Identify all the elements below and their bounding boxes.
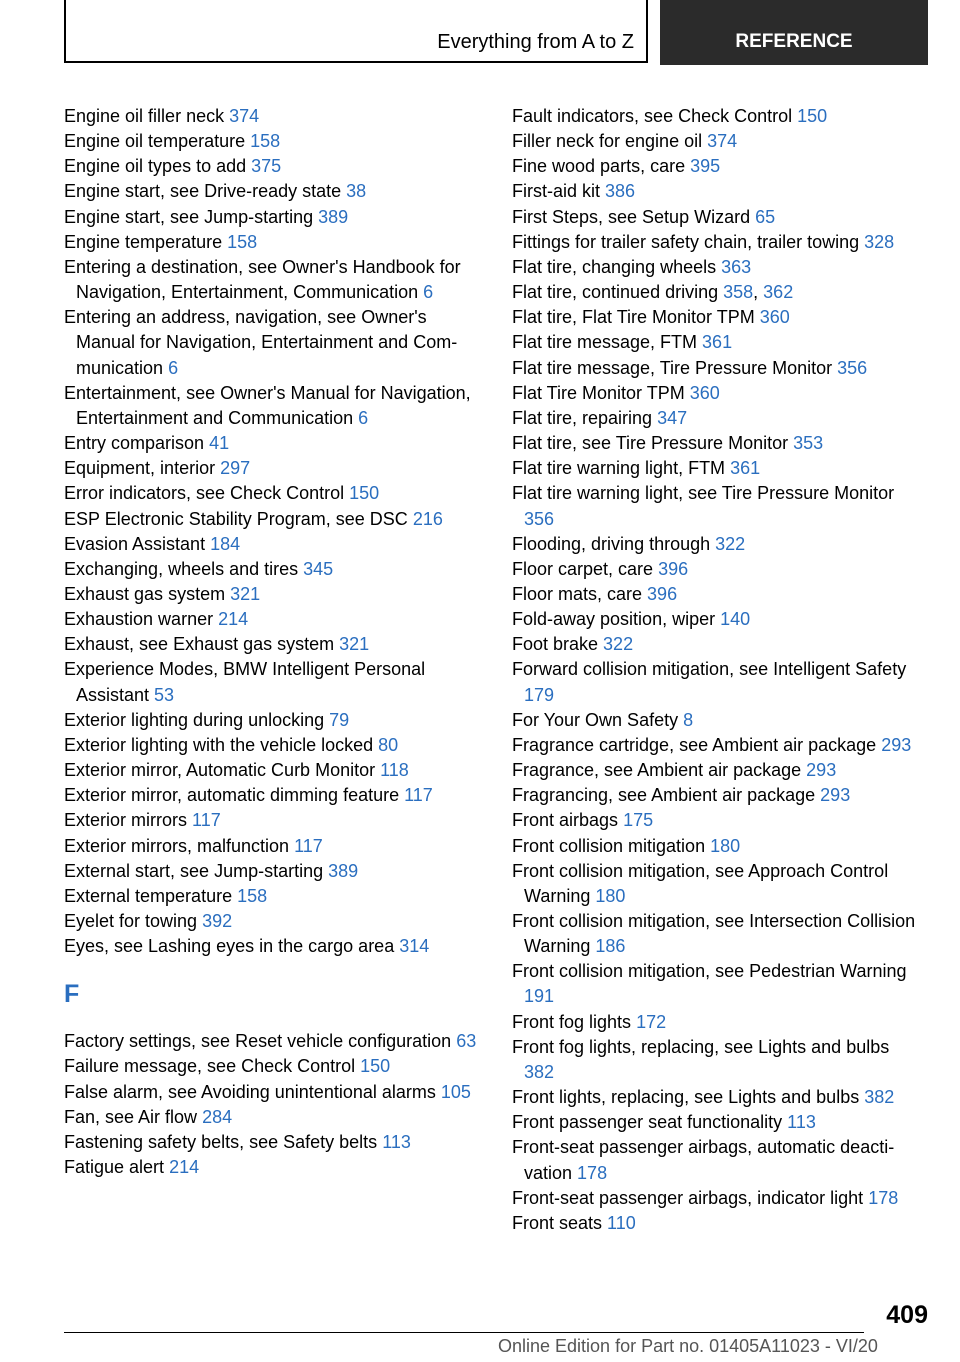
index-entry <box>512 1135 924 1185</box>
index-entry <box>64 381 478 431</box>
index-entry <box>64 305 478 380</box>
index-entry-term: First-aid kit <box>512 181 606 202</box>
page-reference-link[interactable]: 375 <box>251 156 282 177</box>
index-entry <box>512 305 924 330</box>
index-entry <box>512 406 924 431</box>
index-entry <box>512 481 924 531</box>
index-entry <box>64 758 478 783</box>
page-reference-link[interactable]: 382 <box>524 1061 555 1082</box>
index-entry-term: False alarm, see Avoiding unintentional alarms <box>64 1081 441 1102</box>
index-entry <box>64 1105 478 1130</box>
index-entry-term: Filler neck for engine oil <box>512 131 708 152</box>
index-column-right <box>512 104 924 1236</box>
index-entry-term: Fatigue alert <box>64 1157 170 1178</box>
index-entry-term: Front collision mitigation <box>512 835 711 856</box>
page-reference-link[interactable]: 396 <box>647 583 678 604</box>
index-entry-term: Flat tire message, Tire Pressure Monitor <box>512 357 838 378</box>
page-reference-link[interactable]: 150 <box>360 1056 391 1077</box>
index-entry <box>64 179 478 204</box>
index-entry-term: Evasion Assistant <box>64 533 211 554</box>
index-entry-term: Eyes, see Lashing eyes in the cargo area <box>64 936 400 957</box>
index-entry <box>512 808 924 833</box>
index-entry <box>512 1035 924 1085</box>
page-reference-link[interactable]: 6 <box>358 407 369 428</box>
page-reference-link[interactable]: 172 <box>636 1011 667 1032</box>
index-entry <box>512 834 924 859</box>
header-title-box <box>64 0 648 63</box>
index-entry-term: Flat tire, see Tire Pressure Monitor <box>512 433 794 454</box>
page-reference-link[interactable]: 297 <box>220 458 251 479</box>
index-entry-term: Equipment, interior <box>64 458 221 479</box>
page-reference-link[interactable]: 117 <box>404 785 433 806</box>
index-entry-term: Failure message, see Check Control <box>64 1056 361 1077</box>
page-reference-link[interactable]: 179 <box>524 684 555 705</box>
page-reference-link[interactable]: 113 <box>382 1131 411 1152</box>
index-entry <box>512 129 924 154</box>
index-entry <box>64 1155 478 1180</box>
page-reference-link[interactable]: 216 <box>412 508 443 529</box>
index-entry <box>512 557 924 582</box>
page-reference-link[interactable]: 117 <box>192 810 221 831</box>
index-entry <box>64 532 478 557</box>
page-reference-link[interactable]: 322 <box>603 634 634 655</box>
index-entry <box>512 154 924 179</box>
index-entry <box>64 733 478 758</box>
index-column-left <box>64 104 478 1180</box>
index-entry-term: Exterior mirrors <box>64 810 193 831</box>
index-entry-term: Exchanging, wheels and tires <box>64 558 304 579</box>
page-reference-link[interactable]: 113 <box>787 1112 816 1133</box>
index-entry <box>64 657 478 707</box>
page-reference-link[interactable]: 184 <box>210 533 241 554</box>
page-reference-link[interactable]: 150 <box>797 106 828 126</box>
index-entry-term: Error indicators, see Check Control <box>64 483 350 504</box>
index-entry-term: Front collision mitigation, see Approach Control Warning <box>512 860 889 906</box>
index-entry <box>512 330 924 355</box>
page-reference-link[interactable]: 361 <box>730 458 761 479</box>
index-entry <box>512 230 924 255</box>
index-entry-term: Flat Tire Monitor TPM <box>512 382 690 403</box>
index-entry <box>512 783 924 808</box>
index-entry <box>64 834 478 859</box>
page-reference-link[interactable]: 178 <box>577 1162 608 1183</box>
page-reference-link[interactable]: 180 <box>710 835 741 856</box>
page-reference-link[interactable]: 80 <box>378 734 399 755</box>
index-letter-heading: F <box>64 980 80 1009</box>
page-reference-link[interactable]: 345 <box>303 558 334 579</box>
index-entry <box>64 1029 478 1054</box>
index-entry <box>64 607 478 632</box>
index-entry <box>512 1186 924 1211</box>
index-entry-term: Front airbags <box>512 810 624 831</box>
page-reference-link[interactable]: 360 <box>759 307 790 328</box>
page-reference-link[interactable]: 374 <box>229 106 260 126</box>
index-entry-term: ESP Electronic Stability Program, see DSC <box>64 508 413 529</box>
index-entry-term: Fragrance, see Ambient air package <box>512 760 807 781</box>
index-entry-term: Front fog lights, replacing, see Lights and bulbs <box>512 1036 890 1057</box>
index-entry-term: External temperature <box>64 885 238 906</box>
index-entry <box>64 934 478 959</box>
page-reference-link[interactable]: 65 <box>755 206 776 227</box>
index-entry <box>512 1110 924 1135</box>
index-entry <box>512 255 924 280</box>
page-reference-link[interactable]: 363 <box>721 256 752 277</box>
index-entry-term: Experience Modes, BMW Intelligent Personal Assistant <box>64 659 426 705</box>
page-reference-link[interactable]: 150 <box>349 483 380 504</box>
index-entry <box>64 557 478 582</box>
page-reference-link[interactable]: 382 <box>864 1087 895 1108</box>
index-entry <box>64 1130 478 1155</box>
page-reference-link[interactable]: 374 <box>707 131 738 152</box>
index-entry-term: Flat tire, Flat Tire Monitor TPM <box>512 307 760 328</box>
page-reference-link[interactable]: 386 <box>605 181 636 202</box>
index-entry-term: Fan, see Air flow <box>64 1106 203 1127</box>
index-entry <box>512 356 924 381</box>
page-reference-link[interactable]: 321 <box>230 583 261 604</box>
page-reference-link[interactable]: 322 <box>715 533 746 554</box>
page-reference-link[interactable]: 314 <box>399 936 430 957</box>
page-reference-link[interactable]: 293 <box>881 734 912 755</box>
index-entry <box>512 1010 924 1035</box>
index-entry-term: Entering an address, navigation, see Owner's Manual for Navigation, Entertainment and Communication <box>64 307 458 378</box>
index-entry <box>512 532 924 557</box>
page-reference-link[interactable]: 158 <box>237 885 268 906</box>
index-entry <box>512 632 924 657</box>
index-entry <box>64 154 478 179</box>
page-reference-link[interactable]: 158 <box>227 231 258 252</box>
footer-edition-text: Online Edition for Part no. 01405A11023 - VI/20 <box>498 1336 878 1356</box>
page-reference-link[interactable]: 63 <box>456 1031 477 1052</box>
index-entry-term: Flat tire, continued driving <box>512 282 724 303</box>
page-reference-link[interactable]: 38 <box>346 181 367 202</box>
index-entry-term: Fold-away position, wiper <box>512 609 721 630</box>
page-reference-link[interactable]: 293 <box>806 760 837 781</box>
page-reference-link[interactable]: 392 <box>202 911 233 931</box>
index-entry-term: Engine temperature <box>64 231 228 252</box>
page-reference-link[interactable]: 8 <box>683 709 694 730</box>
index-entry <box>512 1211 924 1236</box>
page-ref-separator: , <box>753 282 764 303</box>
page-header <box>64 0 928 65</box>
index-entry-term: Fault indicators, see Check Control <box>512 106 798 126</box>
page-number: 409 <box>886 1301 928 1329</box>
index-entry-term: Front collision mitigation, see Intersection Collision Warning <box>512 911 916 957</box>
index-entry-term: Exterior lighting with the vehicle locked <box>64 734 379 755</box>
page-reference-link[interactable]: 284 <box>202 1106 233 1127</box>
index-entry <box>512 909 924 959</box>
index-entry-term: Flat tire warning light, see Tire Pressure Monitor <box>512 483 895 504</box>
page-reference-link[interactable]: 110 <box>607 1212 636 1233</box>
index-entry <box>512 381 924 406</box>
index-entry <box>64 582 478 607</box>
index-entry <box>64 230 478 255</box>
index-entry-term: External start, see Jump-starting <box>64 860 329 881</box>
index-entry-term: Forward collision mitigation, see Intelligent Safety <box>512 659 907 680</box>
index-entry-term: Fittings for trailer safety chain, trailer towing <box>512 231 865 252</box>
index-entry <box>512 959 924 1009</box>
index-entry-term: Exhaust, see Exhaust gas system <box>64 634 340 655</box>
page-reference-link[interactable]: 347 <box>657 407 688 428</box>
page-reference-link[interactable]: 389 <box>328 860 359 881</box>
index-entry <box>64 859 478 884</box>
index-entry-term: Flat tire warning light, FTM <box>512 458 731 479</box>
index-entry-term: Fragrance cartridge, see Ambient air package <box>512 734 882 755</box>
index-entry-term: Front fog lights <box>512 1011 637 1032</box>
index-entry-term: Entering a destination, see Owner's Handbook for Navigation, Entertainment, Communication <box>64 256 461 303</box>
index-entry <box>512 280 924 305</box>
index-entry <box>512 733 924 758</box>
index-entry <box>64 1080 478 1105</box>
index-entry <box>64 1054 478 1079</box>
index-entry <box>64 708 478 733</box>
index-entry-term: Fragrancing, see Ambient air package <box>512 785 821 806</box>
index-entry-term: Flat tire, changing wheels <box>512 256 722 277</box>
page-reference-link[interactable]: 6 <box>423 282 434 303</box>
index-entry-term: Front collision mitigation, see Pedestrian Warning <box>512 961 907 982</box>
index-entry <box>64 909 478 934</box>
index-entry-term: Exterior mirror, automatic dimming feature <box>64 785 405 806</box>
page-reference-link[interactable]: 362 <box>763 282 794 303</box>
index-entry-term: Floor mats, care <box>512 583 648 604</box>
index-entry-term: Exterior mirror, Automatic Curb Monitor <box>64 760 381 781</box>
index-entry-term: Front-seat passenger airbags, indicator light <box>512 1187 869 1208</box>
page-reference-link[interactable]: 389 <box>318 206 349 227</box>
index-entry-term: Factory settings, see Reset vehicle configuration <box>64 1031 457 1052</box>
page-reference-link[interactable]: 361 <box>702 332 733 353</box>
index-entry <box>512 104 924 129</box>
index-entry-term: Front lights, replacing, see Lights and bulbs <box>512 1087 865 1108</box>
index-entry <box>512 582 924 607</box>
index-entry <box>64 481 478 506</box>
page-reference-link[interactable]: 175 <box>623 810 654 831</box>
index-entry-term: Exterior lighting during unlocking <box>64 709 330 730</box>
page-reference-link[interactable]: 158 <box>250 131 281 152</box>
index-entry <box>64 783 478 808</box>
index-entry-term: Front seats <box>512 1212 608 1233</box>
footer-divider <box>64 1332 864 1333</box>
index-entry-term: Flooding, driving through <box>512 533 716 554</box>
index-entry-term: Flat tire, repairing <box>512 407 658 428</box>
page-reference-link[interactable]: 118 <box>380 760 409 781</box>
index-entry <box>64 104 478 129</box>
page-reference-link[interactable]: 186 <box>595 936 626 957</box>
page-reference-link[interactable]: 53 <box>154 684 175 705</box>
index-entry <box>64 255 478 305</box>
page-reference-link[interactable]: 105 <box>440 1081 471 1102</box>
index-entry <box>512 708 924 733</box>
page-reference-link[interactable]: 214 <box>218 609 249 630</box>
page-reference-link[interactable]: 180 <box>595 885 626 906</box>
page-reference-link[interactable]: 191 <box>524 986 555 1007</box>
index-entry <box>512 859 924 909</box>
index-entry <box>512 205 924 230</box>
index-entry-term: Exhaust gas system <box>64 583 231 604</box>
index-entry-term: Entertainment, see Owner's Manual for Navigation, Entertainment and Communication <box>64 382 471 428</box>
index-entry-term: Engine start, see Jump-starting <box>64 206 319 227</box>
index-entry-term: Fine wood parts, care <box>512 156 691 177</box>
page-reference-link[interactable]: 117 <box>294 835 323 856</box>
index-entry <box>512 657 924 707</box>
index-entry-term: Engine start, see Drive-ready state <box>64 181 347 202</box>
page-reference-link[interactable]: 41 <box>209 433 230 454</box>
index-entry <box>64 456 478 481</box>
index-entry <box>64 808 478 833</box>
index-entry <box>512 179 924 204</box>
chapter-title: Everything from A to Z <box>437 31 634 53</box>
page-reference-link[interactable]: 79 <box>329 709 350 730</box>
page-reference-link[interactable]: 140 <box>720 609 751 630</box>
page-reference-link[interactable]: 395 <box>690 156 721 177</box>
index-entry-term: Exterior mirrors, malfunction <box>64 835 295 856</box>
index-entry-term: Eyelet for towing <box>64 911 203 931</box>
page-reference-link[interactable]: 6 <box>168 357 179 378</box>
page-reference-link[interactable]: 356 <box>524 508 555 529</box>
index-entry <box>64 129 478 154</box>
index-entry-term: Engine oil filler neck <box>64 106 230 126</box>
index-entry <box>64 431 478 456</box>
index-entry <box>64 884 478 909</box>
page-reference-link[interactable]: 358 <box>723 282 754 303</box>
index-entry <box>512 1085 924 1110</box>
index-entry-term: Engine oil types to add <box>64 156 252 177</box>
index-entry-term: Fastening safety belts, see Safety belts <box>64 1131 383 1152</box>
index-entry-term: Floor carpet, care <box>512 558 659 579</box>
index-entry <box>512 456 924 481</box>
index-entry <box>64 632 478 657</box>
index-entry <box>512 607 924 632</box>
page-reference-link[interactable]: 328 <box>864 231 895 252</box>
page-reference-link[interactable]: 178 <box>868 1187 899 1208</box>
index-entry-term: Exhaustion warner <box>64 609 219 630</box>
index-entry-term: Front passenger seat functionality <box>512 1112 788 1133</box>
index-entry <box>512 431 924 456</box>
index-entry <box>64 205 478 230</box>
page-reference-link[interactable]: 214 <box>169 1157 200 1178</box>
page-reference-link[interactable]: 293 <box>820 785 851 806</box>
index-entry <box>64 507 478 532</box>
index-entry-term: Foot brake <box>512 634 604 655</box>
page-reference-link[interactable]: 396 <box>658 558 689 579</box>
page-reference-link[interactable]: 356 <box>837 357 868 378</box>
page-reference-link[interactable]: 321 <box>339 634 370 655</box>
index-entry <box>512 758 924 783</box>
index-entry-term: For Your Own Safety <box>512 709 684 730</box>
index-entry-term: Engine oil temperature <box>64 131 251 152</box>
page-reference-link[interactable]: 360 <box>689 382 720 403</box>
page-reference-link[interactable]: 353 <box>793 433 824 454</box>
index-entry-term: First Steps, see Setup Wizard <box>512 206 756 227</box>
index-entry-term: Flat tire message, FTM <box>512 332 703 353</box>
index-entry-term: Front-seat passenger airbags, automatic deactivation <box>512 1137 895 1183</box>
index-entry-term: Entry comparison <box>64 433 210 454</box>
section-tab: REFERENCE <box>660 0 928 65</box>
